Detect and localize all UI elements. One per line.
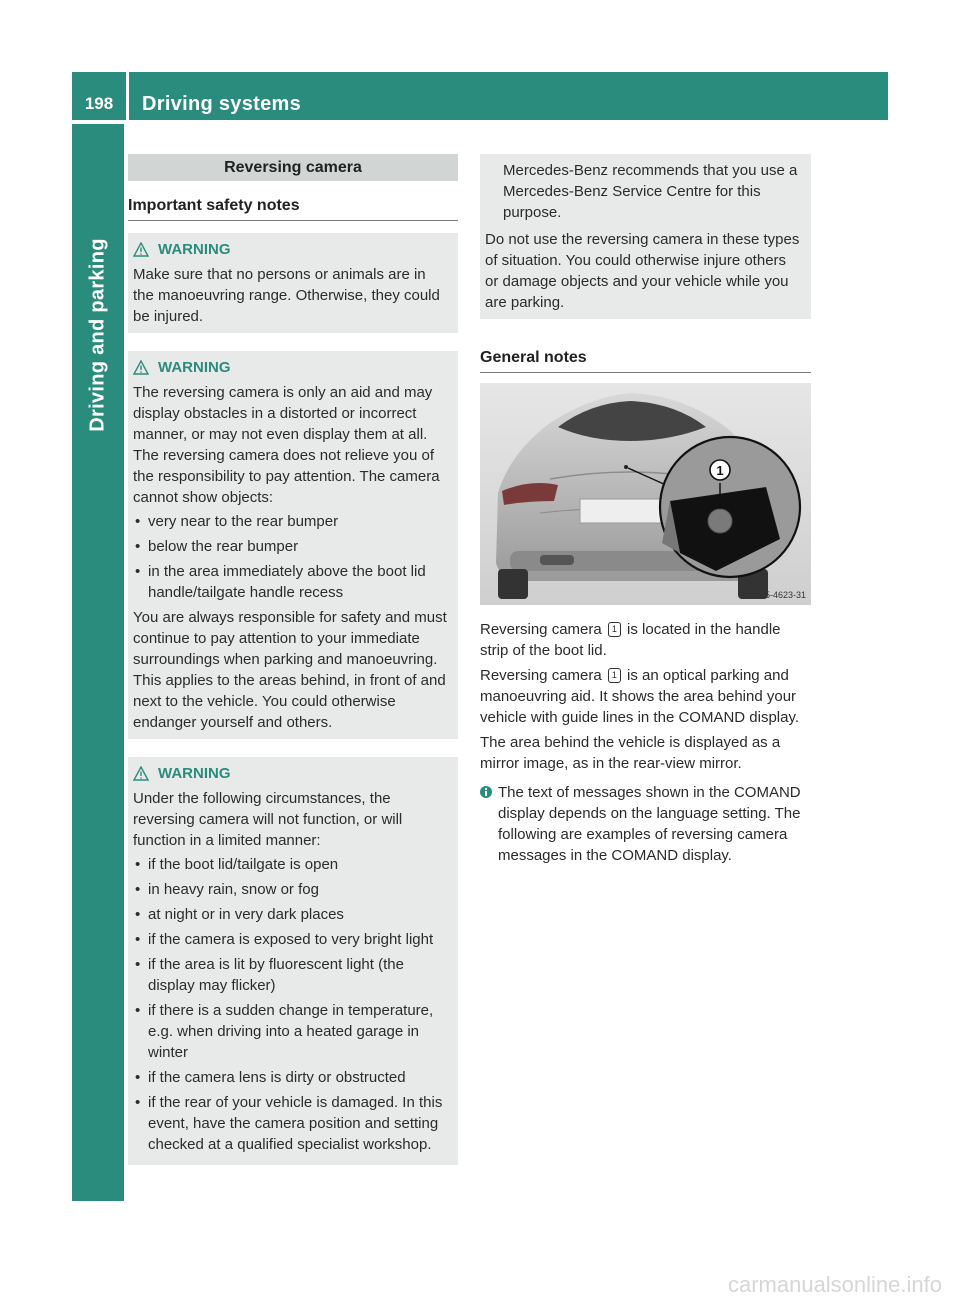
- section-title: Reversing camera: [128, 154, 458, 181]
- image-callout-number: 1: [716, 463, 724, 478]
- text-span: Reversing camera: [480, 667, 606, 684]
- warning-box-1: [128, 233, 458, 333]
- list-item: • very near to the rear bumper: [133, 511, 450, 532]
- warning-bullets: [133, 511, 450, 603]
- warning-heading: [133, 763, 450, 784]
- warning-text: Make sure that no persons or animals are in the manoeuvring range. Otherwise, they could be injured.: [133, 266, 440, 325]
- warning-box-2: [128, 351, 458, 739]
- list-item: • below the rear bumper: [133, 536, 450, 557]
- list-item: • if there is a sudden change in temperature, e.g. when driving into a heated garage in winter: [133, 1000, 450, 1063]
- warning-heading: [133, 239, 450, 260]
- warning-triangle-icon: [133, 360, 149, 375]
- text-span: is located in the handle strip of the boot lid.: [480, 621, 781, 659]
- list-item: • if the area is lit by fluorescent light (the display may flicker): [133, 954, 450, 996]
- header-title: Driving systems: [142, 93, 302, 115]
- warning-label: WARNING: [158, 241, 231, 258]
- rear-camera-image: [480, 383, 811, 605]
- subheading-safety: Important safety notes: [128, 181, 458, 221]
- warning-intro: The reversing camera is only an aid and may display obstacles in a distorted or incorrect manner, or may not even display them at all. The reversing camera does not relieve you of the responsibility to pay attention. The camera cannot show objects:: [133, 384, 440, 506]
- warning-box-continued: [480, 154, 811, 319]
- warning-label: WARNING: [158, 765, 231, 782]
- callout-number: 1: [608, 668, 621, 683]
- page-number: 198: [84, 94, 114, 113]
- warning-outro: You are always responsible for safety and must continue to pay attention to your immediate surroundings when parking and manoeuvring. This applies to the areas behind, in front of and next to the vehicle. You could otherwise endanger yourself and others.: [133, 609, 447, 731]
- page-header: [72, 72, 888, 120]
- side-tab-label: Driving and parking: [86, 238, 109, 432]
- info-icon: [480, 785, 492, 799]
- text-span: Reversing camera: [480, 621, 606, 638]
- left-column: [128, 154, 458, 1165]
- car-rear-photo: [480, 383, 811, 605]
- indented-note: Mercedes-Benz recommends that you use a Mercedes-Benz Service Centre for this purpose.: [503, 162, 798, 221]
- right-column: [480, 154, 811, 866]
- subheading-general: General notes: [480, 333, 811, 373]
- image-code: P54.65-4623-31: [741, 590, 806, 600]
- list-item: • if the camera lens is dirty or obstructed: [133, 1067, 450, 1088]
- list-item: • in the area immediately above the boot lid handle/tailgate handle recess: [133, 561, 450, 603]
- list-item: • in heavy rain, snow or fog: [133, 879, 450, 900]
- header-divider: [126, 72, 129, 120]
- warning-triangle-icon: [133, 766, 149, 781]
- warning-intro: Under the following circumstances, the reversing camera will not function, or will function in a limited manner:: [133, 790, 403, 849]
- warning-heading: [133, 357, 450, 378]
- list-item: • at night or in very dark places: [133, 904, 450, 925]
- warning-bullets: [133, 854, 450, 1155]
- warning-label: WARNING: [158, 359, 231, 376]
- watermark: carmanualsonline.info: [727, 1272, 942, 1297]
- info-note-text: The text of messages shown in the COMAND display depends on the language setting. The following are examples of reversing camera messages in the COMAND display.: [498, 784, 801, 864]
- paragraph-mirror: The area behind the vehicle is displayed as a mirror image, as in the rear-view mirror.: [480, 734, 781, 772]
- list-item: • if the boot lid/tailgate is open: [133, 854, 450, 875]
- callout-number: 1: [608, 622, 621, 637]
- list-item: • if the camera is exposed to very bright light: [133, 929, 450, 950]
- paragraph-function: [480, 665, 811, 728]
- warning-box-3: [128, 757, 458, 1165]
- paragraph-location: [480, 619, 811, 661]
- text-span: is an optical parking and manoeuvring aid. It shows the area behind your vehicle with guide lines in the COMAND display.: [480, 667, 800, 726]
- info-note: [480, 782, 811, 866]
- warning-triangle-icon: [133, 242, 149, 257]
- list-item: • if the rear of your vehicle is damaged. In this event, have the camera position and setting checked at a qualified specialist workshop.: [133, 1092, 450, 1155]
- warning-text: Do not use the reversing camera in these types of situation. You could otherwise injure others or damage objects and your vehicle while you are parking.: [485, 231, 800, 311]
